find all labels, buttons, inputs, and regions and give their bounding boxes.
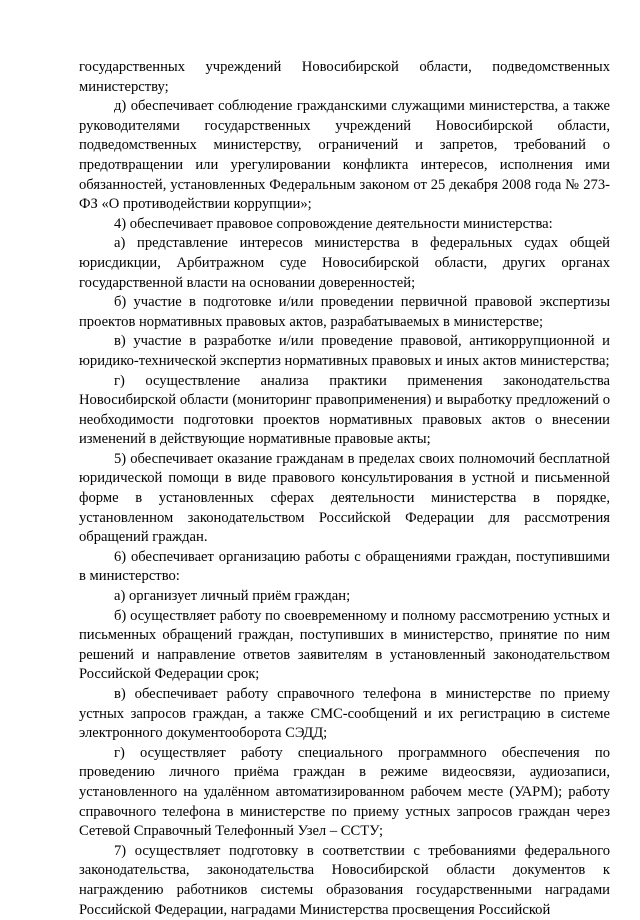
paragraph-item-4a: а) представление интересов министерства в федеральных судах общей юрисдикции, Арбитражном суде Новосибирской области, других органах государственной власти на основании доверенностей; <box>79 235 610 291</box>
document-page <box>79 58 610 920</box>
paragraph-item-6g: г) осуществляет работу специального программного обеспечения по проведению личного приёма граждан в режиме видеосвязи, аудиозаписи, установленного на удалённом автоматизированном рабочем месте (УАРМ); работу справочного телефона в министерстве по приему устных запросов граждан через Сетевой Справочный Телефонный Узел – ССТУ; <box>79 744 610 840</box>
paragraph-item-6: 6) обеспечивает организацию работы с обращениями граждан, поступившими в министерство: <box>79 548 610 585</box>
paragraph-item-6v: в) обеспечивает работу справочного телефона в министерстве по приему устных запросов граждан, а также СМС-сообщений и их регистрацию в системе электронного документооборота СЭДД; <box>79 686 610 742</box>
paragraph-item-4b: б) участие в подготовке и/или проведении первичной правовой экспертизы проектов нормативных правовых актов, разрабатываемых в министерстве; <box>79 294 610 330</box>
paragraph-item-6b: б) осуществляет работу по своевременному и полному рассмотрению устных и письменных обращений граждан, поступивших в министерство, принятие по ним решений и направление ответов заявителям в установленный законодательством Российской Федерации срок; <box>79 607 610 683</box>
paragraph-continuation: государственных учреждений Новосибирской области, подведомственных министерству; <box>79 59 610 95</box>
paragraph-item-5: 5) обеспечивает оказание гражданам в пределах своих полномочий бесплатной юридической помощи в виде правового консультирования в устной и письменной форме в установленных сферах деятельности министерства в порядке, установленном законодательством Российской Федерации для рассмотрения обращений граждан. <box>79 450 610 546</box>
paragraph-item-6a: а) организует личный приём граждан; <box>114 588 351 605</box>
paragraph-item-d: д) обеспечивает соблюдение гражданскими служащими министерства, а также руководителями государственных учреждений Новосибирской области, подведомственных министерству, ограничений и запретов, требований о предотвращении или урегулировании конфликта интересов, исполнения ими обязанностей, установленных Федеральным законом от 25 декабря 2008 года № 273-ФЗ «О противодействии коррупции»; <box>79 98 610 213</box>
paragraph-item-4: 4) обеспечивает правовое сопровождение деятельности министерства: <box>114 215 553 232</box>
paragraph-item-4v: в) участие в разработке и/или проведение правовой, антикоррупционной и юридико-технической экспертиз нормативных правовых и иных актов министерства; <box>79 333 610 369</box>
paragraph-item-7: 7) осуществляет подготовку в соответствии с требованиями федерального законодательства, законодательства Новосибирской области документов к награждению работников системы образования государственными наградами Российской Федерации, наградами Министерства просвещения Российской <box>79 842 610 918</box>
paragraph-item-4g: г) осуществление анализа практики применения законодательства Новосибирской области (мониторинг правоприменения) и выработку предложений о необходимости подготовки проектов нормативных правовых актов о внесении изменений в действующие нормативные правовые акты; <box>79 372 610 448</box>
